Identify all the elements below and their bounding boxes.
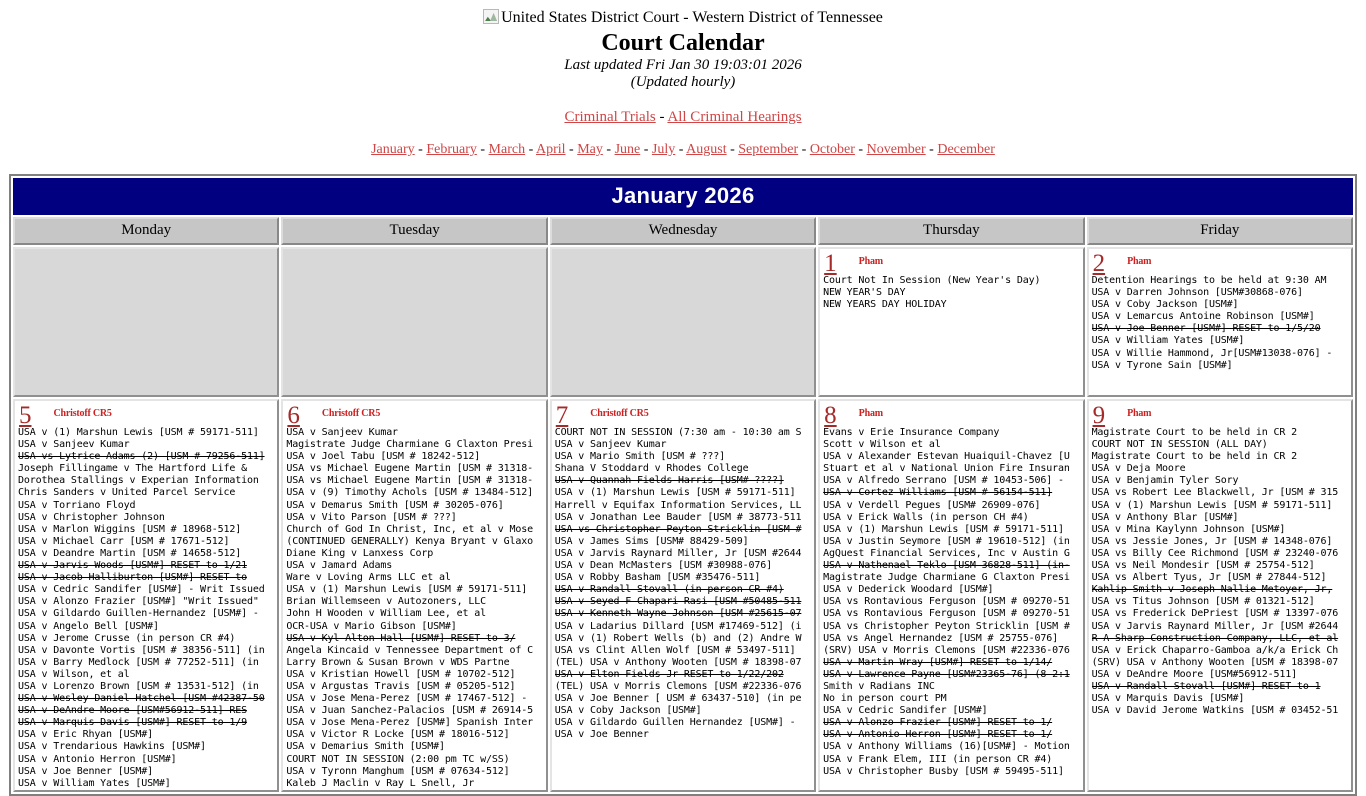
broken-image-icon bbox=[483, 9, 499, 24]
event-item[interactable]: USA v Anthony Williams (16)[USM#] - Motion bbox=[823, 741, 1070, 753]
event-item[interactable]: USA v Joe Benner bbox=[554, 729, 649, 741]
day-event-list bbox=[1089, 275, 1351, 372]
event-item[interactable]: NEW YEAR'S DAY bbox=[823, 287, 906, 299]
day-number[interactable]: 2 bbox=[1092, 250, 1106, 277]
event-item[interactable]: USA vs Albert Tyus, Jr [USM # 27844-512] bbox=[1091, 572, 1327, 584]
event-item[interactable]: USA v Argustas Travis [USM # 05205-512] bbox=[286, 680, 516, 692]
month-link-june[interactable]: June bbox=[614, 142, 641, 157]
event-item[interactable]: USA v DeAndre Moore [USM#56912-511] bbox=[1091, 668, 1298, 680]
calendar-month-banner-row bbox=[13, 178, 1353, 215]
calendar-day-cell-empty bbox=[13, 247, 279, 397]
day-cell-header bbox=[1089, 249, 1351, 275]
month-link-october[interactable]: October bbox=[809, 142, 855, 157]
top-links bbox=[0, 108, 1366, 126]
weekday-header-thursday: Thursday bbox=[818, 217, 1084, 245]
sep-4: - bbox=[565, 142, 578, 157]
event-item[interactable]: Harrell v Equifax Information Services, LL bbox=[554, 499, 802, 511]
courtroom-judge-label: Christoff CR5 bbox=[321, 408, 381, 419]
event-item-cancelled[interactable]: USA v Quannah Fields Harris [USM# ????] bbox=[554, 475, 784, 487]
event-item[interactable]: USA v Gildardo Guillen Hernandez [USM#] - bbox=[554, 717, 796, 729]
month-link-january[interactable]: January bbox=[371, 142, 415, 157]
event-item[interactable]: Magistrate Judge Charmiane G Claxton Presi bbox=[286, 439, 533, 451]
event-item[interactable]: USA v Anthony Blar [USM#] bbox=[1091, 511, 1239, 523]
event-item[interactable]: USA v Erick Chaparro-Gamboa a/k/a Erick Ch bbox=[1091, 644, 1339, 656]
event-item[interactable]: USA v Joe Benner [USM#] bbox=[18, 765, 154, 777]
event-item[interactable]: USA v Lemarcus Antoine Robinson [USM#] bbox=[1091, 311, 1315, 323]
calendar-day-cell bbox=[13, 399, 279, 792]
sep-7: - bbox=[675, 142, 687, 157]
courtroom-judge-label: Christoff CR5 bbox=[590, 408, 649, 419]
calendar-day-cell bbox=[281, 399, 547, 792]
month-link-august[interactable]: August bbox=[686, 142, 727, 157]
event-item[interactable]: USA v James Sims [USM# 88429-509] bbox=[554, 535, 749, 547]
event-item[interactable]: Diane King v Lanxess Corp bbox=[286, 547, 434, 559]
event-item[interactable]: USA v Marlon Wiggins [USM # 18968-512] bbox=[18, 523, 242, 535]
weekday-header-friday: Friday bbox=[1087, 217, 1353, 245]
event-item[interactable]: Larry Brown & Susan Brown v WDS Partne bbox=[286, 656, 510, 668]
event-item[interactable]: NEW YEARS DAY HOLIDAY bbox=[823, 299, 947, 311]
event-item[interactable]: (TEL) USA v Anthony Wooten [USM # 18398-07 bbox=[554, 656, 802, 668]
event-item[interactable]: USA v Verdell Pegues [USM# 26909-076] bbox=[823, 499, 1041, 511]
event-item[interactable]: USA vs Angel Hernandez [USM # 25755-076] bbox=[823, 632, 1058, 644]
event-item[interactable]: USA v Jose Mena-Perez [USM#] Spanish Inter bbox=[286, 717, 533, 729]
event-item-cancelled[interactable]: USA v Randall Stovall [USM#] RESET to 1 bbox=[1091, 680, 1321, 692]
event-item-cancelled[interactable]: USA v Elton Fields Jr RESET to 1/22/202 bbox=[554, 668, 784, 680]
calendar-weekday-header-row bbox=[13, 217, 1353, 245]
month-link-november[interactable]: November bbox=[866, 142, 926, 157]
day-event-list bbox=[1089, 427, 1351, 717]
day-cell-header bbox=[820, 249, 1082, 275]
event-item-cancelled[interactable]: USA v Lawrence Payne [USM#23365-76] (8 2:1 bbox=[823, 668, 1070, 680]
event-item[interactable]: USA v David Jerome Watkins [USM # 03452-51 bbox=[1091, 705, 1339, 717]
calendar-day-cell-empty bbox=[550, 247, 816, 397]
event-item[interactable]: Kaleb J Maclin v Ray L Snell, Jr bbox=[286, 777, 475, 789]
event-item[interactable]: USA v Jarvis Raynard Miller, Jr [USM #2644 bbox=[554, 547, 802, 559]
event-item[interactable]: USA vs Robert Lee Blackwell, Jr [USM # 315 bbox=[1091, 487, 1339, 499]
event-item[interactable]: USA v Sanjeev Kumar bbox=[554, 439, 667, 451]
event-item[interactable]: USA v Benjamin Tyler Sory bbox=[1091, 475, 1239, 487]
day-number[interactable]: 6 bbox=[287, 402, 300, 429]
event-item-cancelled[interactable]: USA v Joe Benner [USM#] RESET to 1/5/20 bbox=[1091, 323, 1321, 335]
link-criminal-trials[interactable]: Criminal Trials bbox=[564, 109, 656, 125]
month-link-december[interactable]: December bbox=[937, 142, 995, 157]
event-item[interactable]: Magistrate Court to be held in CR 2 bbox=[1091, 427, 1298, 438]
event-item[interactable]: (SRV) USA v Morris Clemons [USM #22336-076 bbox=[823, 644, 1070, 656]
event-item[interactable]: Chris Sanders v United Parcel Service bbox=[18, 487, 236, 499]
sep-6: - bbox=[640, 142, 652, 157]
day-event-list bbox=[820, 427, 1082, 778]
event-item[interactable]: USA v Trendarious Hawkins [USM#] bbox=[18, 741, 206, 753]
event-item[interactable]: USA v Mario Smith [USM # ???] bbox=[554, 451, 726, 463]
sep-10: - bbox=[854, 142, 867, 157]
event-item[interactable]: USA v Ladarius Dillard [USM #17469-512] (i bbox=[554, 620, 802, 632]
court-banner-image bbox=[0, 8, 1366, 27]
day-number[interactable]: 7 bbox=[555, 402, 569, 429]
court-banner-alt-text: United States District Court - Western District of Tennessee bbox=[501, 9, 883, 26]
calendar-container bbox=[9, 174, 1357, 796]
calendar-day-cell bbox=[818, 399, 1084, 792]
courtroom-judge-label: Pham bbox=[858, 256, 883, 267]
event-item[interactable]: USA v William Yates [USM#] bbox=[18, 777, 171, 789]
event-item[interactable]: USA v Davonte Vortis [USM # 38356-511] (in bbox=[18, 644, 265, 656]
event-item-cancelled[interactable]: Kahlip Smith v Joseph Nallie Metoyer, Jr, bbox=[1091, 584, 1333, 596]
event-item[interactable]: USA v Alexander Estevan Huaiquil-Chavez [U bbox=[823, 451, 1070, 463]
event-item[interactable]: USA v (1) Marshun Lewis [USM # 59171-511] bbox=[286, 584, 528, 596]
event-item[interactable]: Brian Willemseen v Autozoners, LLC bbox=[286, 596, 486, 608]
event-item[interactable]: Shana V Stoddard v Rhodes College bbox=[554, 463, 749, 475]
event-item[interactable]: USA vs Rontavious Ferguson [USM # 09270-51 bbox=[823, 608, 1070, 620]
event-item[interactable]: USA v (1) Marshun Lewis [USM # 59171-511] bbox=[554, 487, 796, 499]
event-item-cancelled[interactable]: USA v DeAndre Moore [USM#56912-511] RES bbox=[18, 705, 247, 717]
event-item[interactable]: USA v Cedric Sandifer [USM#] bbox=[823, 705, 988, 717]
day-cell-header bbox=[820, 401, 1082, 427]
event-item[interactable]: (TEL) USA v Morris Clemons [USM #22336-076 bbox=[554, 680, 802, 692]
sep-2: - bbox=[476, 142, 489, 157]
event-item[interactable]: John H Wooden v William Lee, et al bbox=[286, 608, 486, 620]
event-item[interactable]: USA v Jonathan Lee Bauder [USM # 38773-511 bbox=[554, 511, 802, 523]
event-item[interactable]: USA v (1) Marshun Lewis [USM # 59171-511] bbox=[1091, 499, 1333, 511]
day-number[interactable]: 1 bbox=[824, 250, 837, 277]
event-item-cancelled[interactable]: USA v Seyed F Chapari Rasi [USM #50485-511 bbox=[554, 596, 802, 608]
event-item[interactable]: USA v Alfredo Serrano [USM # 10453-506] - bbox=[823, 475, 1064, 487]
event-item[interactable]: USA v Torriano Floyd bbox=[18, 499, 136, 511]
event-item[interactable]: USA v Demarius Smith [USM#] bbox=[286, 741, 445, 753]
event-item[interactable]: Dorothea Stallings v Experian Information bbox=[18, 475, 259, 487]
link-separator: - bbox=[655, 109, 668, 125]
event-item[interactable]: USA v Dean McMasters [USM #30988-076] bbox=[554, 560, 772, 572]
month-link-march[interactable]: March bbox=[488, 142, 526, 157]
event-item-cancelled[interactable]: USA v Cortez Williams [USM # 56154-511] bbox=[823, 487, 1053, 499]
day-event-list bbox=[552, 427, 814, 741]
event-item[interactable]: USA v Sanjeev Kumar bbox=[286, 427, 398, 438]
sep-1: - bbox=[414, 142, 427, 157]
link-all-criminal-hearings[interactable]: All Criminal Hearings bbox=[667, 109, 802, 125]
event-item[interactable]: USA v Juan Sanchez-Palacios [USM # 26914-5 bbox=[286, 705, 533, 717]
event-item-cancelled[interactable]: USA v Marquis Davis [USM#] RESET to 1/9 bbox=[18, 717, 247, 729]
event-item[interactable]: USA v William Yates [USM#] bbox=[1091, 335, 1245, 347]
month-nav-links bbox=[0, 141, 1366, 158]
event-item[interactable]: USA v Gildardo Guillen-Hernandez [USM#] - bbox=[18, 608, 259, 620]
month-title: January 2026 bbox=[13, 178, 1353, 215]
day-cell-header bbox=[1089, 401, 1351, 427]
event-item-cancelled[interactable]: USA v Kenneth Wayne Johnson [USM #25615-07 bbox=[554, 608, 802, 620]
event-item-cancelled[interactable]: USA v Kyl Alton Hall [USM#] RESET to 3/ bbox=[286, 632, 516, 644]
event-item[interactable]: USA vs Michael Eugene Martin [USM # 31318- bbox=[286, 475, 533, 487]
event-item[interactable]: USA v Angelo Bell [USM#] bbox=[18, 620, 159, 632]
event-item[interactable]: USA v (9) Timothy Achols [USM # 13484-512] bbox=[286, 487, 533, 499]
event-item[interactable]: USA v Christopher Johnson bbox=[18, 511, 165, 523]
month-link-july[interactable]: July bbox=[651, 142, 676, 157]
event-item[interactable]: COURT NOT IN SESSION (7:30 am - 10:30 am S bbox=[554, 427, 802, 438]
event-item[interactable]: USA vs Billy Cee Richmond [USM # 23240-076 bbox=[1091, 547, 1339, 559]
event-item[interactable]: USA v Jarvis Raynard Miller, Jr [USM #2644 bbox=[1091, 620, 1339, 632]
event-item-cancelled[interactable]: USA v Martin Wray [USM#] RESET to 1/14/ bbox=[823, 656, 1053, 668]
event-item[interactable]: USA v (1) Robert Wells (b) and (2) Andre W bbox=[554, 632, 802, 644]
event-item[interactable]: USA v Sanjeev Kumar bbox=[18, 439, 130, 451]
sep-5: - bbox=[602, 142, 615, 157]
calendar-day-cell bbox=[1087, 247, 1353, 397]
event-item[interactable]: USA v Victor R Locke [USM # 18016-512] bbox=[286, 729, 510, 741]
event-item[interactable]: Detention Hearings to be held at 9:30 AM bbox=[1091, 275, 1327, 286]
event-item-cancelled[interactable]: USA v Jarvis Woods [USM#] RESET to 1/21 bbox=[18, 560, 247, 572]
event-item[interactable]: USA v Deja Moore bbox=[1091, 463, 1186, 475]
weekday-header-tuesday: Tuesday bbox=[281, 217, 547, 245]
event-item[interactable]: USA v Jose Mena-Perez [USM # 17467-512] - bbox=[286, 693, 528, 705]
event-item[interactable]: USA v Tyronn Manghum [USM # 07634-512] bbox=[286, 765, 510, 777]
event-item[interactable]: USA v Robby Basham [USM #35476-511] bbox=[554, 572, 761, 584]
event-item[interactable]: USA v Christopher Busby [USM # 59495-511] bbox=[823, 765, 1064, 777]
event-item[interactable]: USA v Joel Tabu [USM # 18242-512] bbox=[286, 451, 481, 463]
courtroom-judge-label: Christoff CR5 bbox=[53, 408, 112, 419]
event-item[interactable]: Court Not In Session (New Year's Day) bbox=[823, 275, 1041, 286]
event-item[interactable]: Church of God In Christ, Inc, et al v Mose bbox=[286, 523, 533, 535]
sep-8: - bbox=[726, 142, 739, 157]
weekday-header-wednesday: Wednesday bbox=[550, 217, 816, 245]
sep-9: - bbox=[798, 142, 810, 157]
event-item[interactable]: Evans v Erie Insurance Company bbox=[823, 427, 1000, 438]
calendar-week-row bbox=[13, 399, 1353, 792]
event-item[interactable]: USA v Antonio Herron [USM#] bbox=[18, 753, 177, 765]
event-item[interactable]: Magistrate Judge Charmiane G Claxton Presi bbox=[823, 572, 1070, 584]
event-item[interactable]: USA v Willie Hammond, Jr[USM#13038-076] - bbox=[1091, 347, 1333, 359]
event-item-cancelled[interactable]: USA vs Lytrice Adams (2) [USM # 79256-511] bbox=[18, 451, 265, 463]
weekday-header-monday: Monday bbox=[13, 217, 279, 245]
event-item[interactable]: USA v Coby Jackson [USM#] bbox=[554, 705, 702, 717]
event-item[interactable]: No in person court PM bbox=[823, 693, 947, 705]
event-item[interactable]: USA v Joe Benner [ USM # 63437-510] (in pe bbox=[554, 693, 802, 705]
event-item[interactable]: USA v Jerome Crusse (in person CR #4) bbox=[18, 632, 236, 644]
page-title: Court Calendar bbox=[601, 30, 765, 56]
day-number[interactable]: 9 bbox=[1092, 402, 1106, 429]
calendar-table bbox=[11, 176, 1355, 794]
day-number[interactable]: 5 bbox=[19, 402, 32, 429]
event-item[interactable]: USA v Barry Medlock [USM # 77252-511] (in bbox=[18, 656, 259, 668]
event-item[interactable]: Scott v Wilson et al bbox=[823, 439, 941, 451]
event-item[interactable]: USA v Dederick Woodard [USM#] bbox=[823, 584, 994, 596]
event-item-cancelled[interactable]: USA v Jacob Halliburton [USM#] RESET to bbox=[18, 572, 247, 584]
event-item[interactable]: USA v Justin Seymore [USM # 19610-512] (in bbox=[823, 535, 1070, 547]
event-item[interactable]: USA vs Titus Johnson [USM # 01321-512] bbox=[1091, 596, 1315, 608]
event-item[interactable]: USA vs Jessie Jones, Jr [USM # 14348-076] bbox=[1091, 535, 1333, 547]
event-item[interactable]: USA v Eric Rhyan [USM#] bbox=[18, 729, 154, 741]
event-item[interactable]: Joseph Fillingame v The Hartford Life & bbox=[18, 463, 247, 475]
event-item[interactable]: USA vs Christopher Peyton Stricklin [USM # bbox=[823, 620, 1070, 632]
courtroom-judge-label: Pham bbox=[1127, 408, 1152, 419]
day-cell-header bbox=[283, 401, 545, 427]
event-item[interactable]: USA v Lorenzo Brown [USM # 13531-512] (in bbox=[18, 680, 259, 692]
event-item[interactable]: Angela Kincaid v Tennessee Department of C bbox=[286, 644, 533, 656]
event-item[interactable]: Magistrate Court to be held in CR 2 bbox=[1091, 451, 1298, 463]
event-item[interactable]: USA v Erick Walls (in person CH #4) bbox=[823, 511, 1029, 523]
sep-11: - bbox=[925, 142, 938, 157]
event-item-cancelled[interactable]: USA v Nathenael Teklo [USM 36828-511] (in- bbox=[823, 560, 1070, 572]
courtroom-judge-label: Pham bbox=[858, 408, 883, 419]
month-link-february[interactable]: February bbox=[426, 142, 477, 157]
month-link-september[interactable]: September bbox=[738, 142, 799, 157]
event-item[interactable]: USA vs Michael Eugene Martin [USM # 31318- bbox=[286, 463, 533, 475]
event-item[interactable]: USA vs Clint Allen Wolf [USM # 53497-511] bbox=[554, 644, 796, 656]
event-item[interactable]: USA v Wilson, et al bbox=[18, 668, 130, 680]
day-event-list bbox=[283, 427, 545, 790]
event-item[interactable]: AgQuest Financial Services, Inc v Austin G bbox=[823, 547, 1070, 559]
calendar-day-cell bbox=[550, 399, 816, 792]
event-item[interactable]: USA v Frank Elem, III (in person CR #4) bbox=[823, 753, 1053, 765]
day-cell-header bbox=[15, 401, 277, 427]
last-updated-text: Last updated Fri Jan 30 19:03:01 2026 bbox=[564, 57, 802, 73]
event-item[interactable]: Smith v Radians INC bbox=[823, 680, 935, 692]
event-item[interactable]: USA vs Frederick DePriest [USM # 13397-076 bbox=[1091, 608, 1339, 620]
month-link-may[interactable]: May bbox=[577, 142, 603, 157]
event-item[interactable]: USA v (1) Marshun Lewis [USM # 59171-511] bbox=[18, 427, 259, 438]
event-item[interactable]: Stuart et al v National Union Fire Insuran bbox=[823, 463, 1070, 475]
event-item[interactable]: USA v Kristian Howell [USM # 10702-512] bbox=[286, 668, 516, 680]
month-link-april[interactable]: April bbox=[535, 142, 566, 157]
event-item[interactable]: (SRV) USA v Anthony Wooten [USM # 18398-07 bbox=[1091, 656, 1339, 668]
event-item-cancelled[interactable]: USA v Alonzo Frazier [USM#] RESET to 1/ bbox=[823, 717, 1053, 729]
event-item[interactable]: USA vs Rontavious Ferguson [USM # 09270-51 bbox=[823, 596, 1070, 608]
event-item-cancelled[interactable]: USA v Wesley Daniel Hatchel [USM #42387-50 bbox=[18, 693, 265, 705]
courtroom-judge-label: Pham bbox=[1127, 256, 1152, 267]
event-item[interactable]: USA v Coby Jackson [USM#] bbox=[1091, 299, 1239, 311]
day-number[interactable]: 8 bbox=[824, 402, 837, 429]
event-item[interactable]: USA v Vito Parson [USM # ???] bbox=[286, 511, 457, 523]
event-item[interactable]: USA v Cedric Sandifer [USM#] - Writ Issued bbox=[18, 584, 265, 596]
event-item[interactable]: USA v Tyrone Sain [USM#] bbox=[1091, 359, 1233, 371]
event-item[interactable]: COURT NOT IN SESSION (2:00 pm TC w/SS) bbox=[286, 753, 510, 765]
day-cell-header bbox=[552, 401, 814, 427]
day-event-list bbox=[820, 275, 1082, 311]
event-item[interactable]: USA v Michael Carr [USM # 17671-512] bbox=[18, 535, 230, 547]
calendar-day-cell bbox=[1087, 399, 1353, 792]
event-item-cancelled[interactable]: USA v Randall Stovall (in person CR #4) bbox=[554, 584, 784, 596]
event-item[interactable]: COURT NOT IN SESSION (ALL DAY) bbox=[1091, 439, 1268, 451]
calendar-day-cell-empty bbox=[281, 247, 547, 397]
page-header bbox=[0, 0, 1366, 158]
update-frequency-note: (Updated hourly) bbox=[630, 74, 736, 90]
calendar-week-row bbox=[13, 247, 1353, 397]
event-item-cancelled[interactable]: USA v Antonio Herron [USM#] RESET to 1/ bbox=[823, 729, 1053, 741]
event-item[interactable]: USA vs Neil Mondesir [USM # 25754-512] bbox=[1091, 560, 1315, 572]
event-item[interactable]: USA v Jamard Adams bbox=[286, 560, 393, 572]
event-item[interactable]: USA v (1) Marshun Lewis [USM # 59171-511] bbox=[823, 523, 1064, 535]
event-item[interactable]: USA v Marquis Davis [USM#] bbox=[1091, 693, 1245, 705]
event-item[interactable]: USA v Mina Kaylynn Johnson [USM#] bbox=[1091, 523, 1286, 535]
sep-3: - bbox=[525, 142, 536, 157]
event-item[interactable]: (CONTINUED GENERALLY) Kenya Bryant v Glaxo bbox=[286, 535, 533, 547]
day-event-list bbox=[15, 427, 277, 790]
event-item[interactable]: USA v Deandre Martin [USM # 14658-512] bbox=[18, 547, 242, 559]
calendar-day-cell bbox=[818, 247, 1084, 397]
event-item[interactable]: USA v Darren Johnson [USM#30868-076] bbox=[1091, 287, 1303, 299]
event-item[interactable]: USA v Demarus Smith [USM # 30205-076] bbox=[286, 499, 504, 511]
event-item[interactable]: USA v Alonzo Frazier [USM#] "Writ Issued" bbox=[18, 596, 259, 608]
event-item[interactable]: OCR-USA v Mario Gibson [USM#] bbox=[286, 620, 457, 632]
event-item[interactable]: Ware v Loving Arms LLC et al bbox=[286, 572, 451, 584]
event-item-cancelled[interactable]: USA vs Christopher Peyton Stricklin [USM # bbox=[554, 523, 802, 535]
event-item-cancelled[interactable]: R A Sharp Construction Company, LLC, et al bbox=[1091, 632, 1339, 644]
